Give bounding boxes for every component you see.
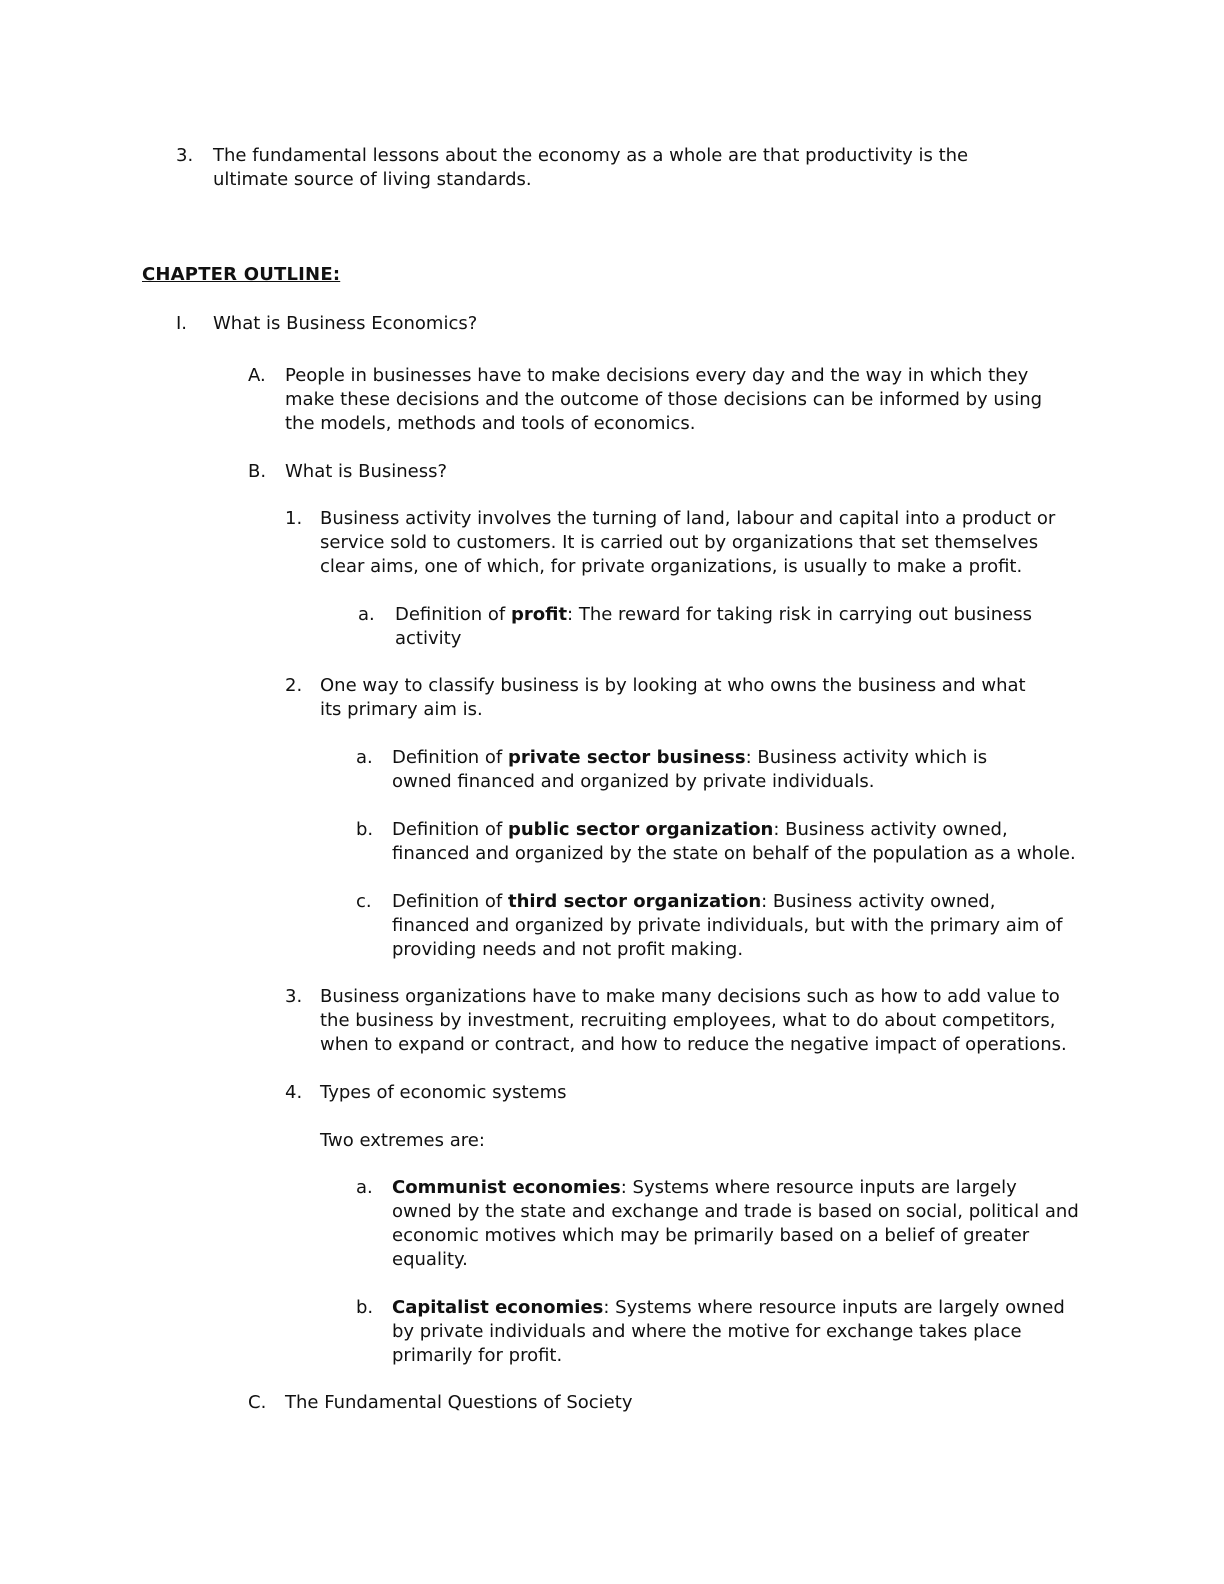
letter-marker: a.: [356, 1177, 373, 1198]
number-marker: 1.: [285, 508, 303, 529]
outline-item-b: [0, 460, 1224, 484]
definition-body: : Systems where resource inputs are largely owned by private individuals and where the motive for exchange takes place primarily for profit.: [392, 1297, 1065, 1366]
definition-text: [392, 818, 1082, 866]
number-marker: 2.: [285, 675, 303, 696]
number-marker: 3.: [285, 986, 303, 1007]
list-marker: 3.: [176, 145, 194, 166]
outline-item-b4a: [0, 1176, 1224, 1272]
definition-prefix: Definition of: [392, 747, 508, 768]
outline-item-b1a: [0, 603, 1224, 651]
definition-prefix: Definition of: [392, 819, 508, 840]
letter-marker: b.: [356, 1297, 374, 1318]
roman-marker: I.: [176, 313, 188, 334]
definition-body: : The reward for taking risk in carrying out business activity: [395, 604, 1032, 649]
outline-item-text: The Fundamental Questions of Society: [285, 1392, 633, 1413]
letter-marker: c.: [356, 891, 372, 912]
definition-term: third sector organization: [507, 891, 762, 912]
definition-prefix: Definition of: [395, 604, 511, 625]
outline-item-b3: [0, 985, 1224, 1057]
letter-marker: b.: [356, 819, 374, 840]
outline-item-text: What is Business?: [285, 461, 448, 482]
letter-marker: A.: [248, 365, 266, 386]
number-marker: 4.: [285, 1082, 303, 1103]
definition-body: : Business activity owned, financed and organized by the state on behalf of the population as a whole.: [392, 819, 1076, 864]
letter-marker: a.: [358, 604, 375, 625]
definition-text: [392, 1296, 1072, 1368]
outline-item-b2b: [0, 818, 1224, 866]
definition-term: public sector organization: [507, 819, 774, 840]
outline-item-b4: [0, 1081, 1224, 1105]
definition-text: [392, 746, 1052, 794]
outline-item-c: [0, 1391, 1224, 1415]
outline-item-text: Types of economic systems: [320, 1082, 567, 1103]
definition-term: profit: [510, 604, 568, 625]
outline-item-text: Business organizations have to make many decisions such as how to add value to the business by investment, recruiting employees, what to do about competitors, when to expand or contract, and how to reduce the negative impact of operations.: [320, 986, 1067, 1055]
outline-item-text: One way to classify business is by looking at who owns the business and what its primary aim is.: [320, 675, 1026, 720]
definition-text: [395, 603, 1035, 651]
outline-item-b1: [0, 507, 1224, 579]
outline-item-text: People in businesses have to make decisions every day and the way in which they make these decisions and the outcome of those decisions can be informed by using the models, methods and tools of economics.: [285, 365, 1043, 434]
outline-item-text: Business activity involves the turning of land, labour and capital into a product or service sold to customers. It is carried out by organizations that set themselves clear aims, one of which, for private organizations, is usually to make a profit.: [320, 508, 1056, 577]
outline-item-b4b: [0, 1296, 1224, 1368]
outline-item-b2: [0, 674, 1224, 722]
definition-prefix: Definition of: [392, 891, 508, 912]
definition-body: : Systems where resource inputs are largely owned by the state and exchange and trade is based on social, political and economic motives which may be primarily based on a belief of greater equality.: [392, 1177, 1079, 1270]
definition-term: Communist economies: [392, 1177, 621, 1198]
outline-section-i: [0, 312, 1224, 336]
outline-subtext: Two extremes are:: [320, 1130, 485, 1151]
definition-body: : Business activity owned, financed and organized by private individuals, but with the primary aim of providing needs and not profit making.: [392, 891, 1063, 960]
chapter-outline-heading: CHAPTER OUTLINE:: [142, 264, 341, 285]
section-title: What is Business Economics?: [213, 313, 478, 334]
letter-marker: C.: [248, 1392, 267, 1413]
outline-item-b2a: [0, 746, 1224, 794]
definition-body: : Business activity which is owned financed and organized by private individuals.: [392, 747, 988, 792]
definition-text: [392, 890, 1072, 962]
intro-list-item: [0, 144, 1224, 192]
definition-term: private sector business: [507, 747, 746, 768]
definition-term: Capitalist economies: [392, 1297, 604, 1318]
letter-marker: B.: [248, 461, 267, 482]
outline-item-b2c: [0, 890, 1224, 962]
list-item-text: The fundamental lessons about the economy as a whole are that productivity is the ultimate source of living standards.: [213, 145, 969, 190]
letter-marker: a.: [356, 747, 373, 768]
outline-item-a: [0, 364, 1224, 436]
definition-text: [392, 1176, 1082, 1272]
